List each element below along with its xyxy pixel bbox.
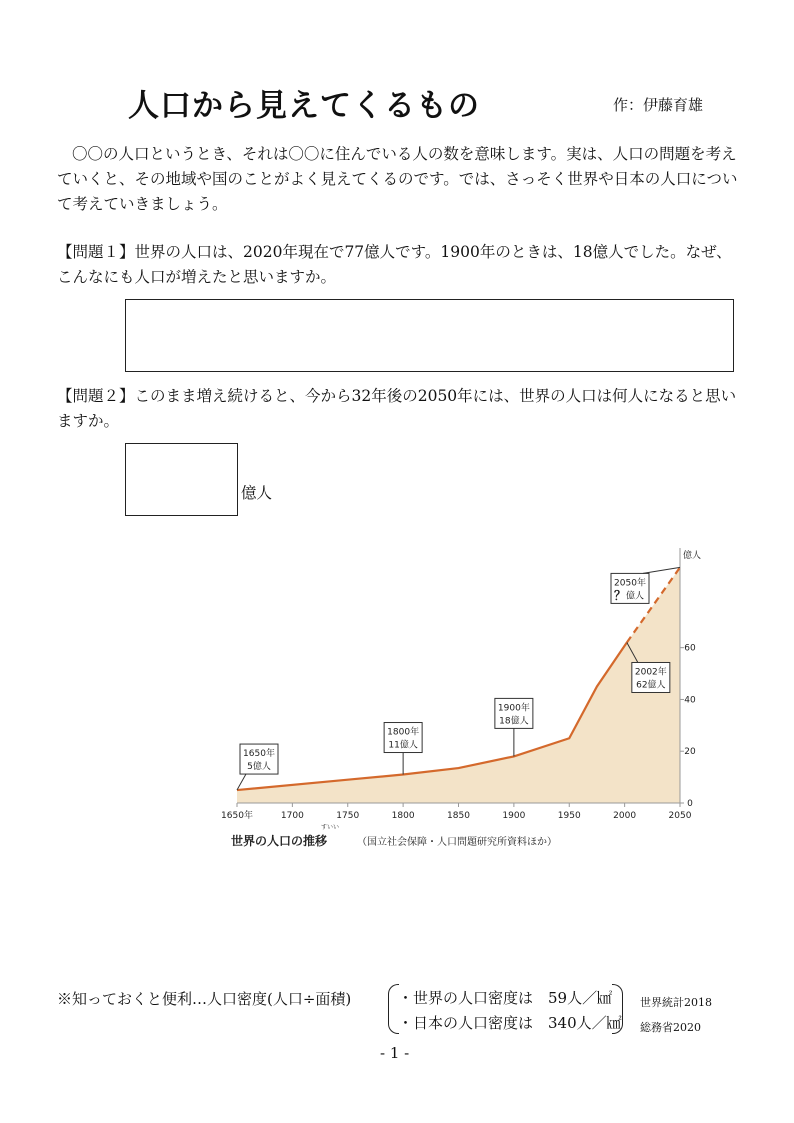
callout-pointer <box>237 774 246 790</box>
y-unit-label: 億人 <box>682 551 702 561</box>
callout-year: 1650年 <box>243 749 275 760</box>
answer-box-1[interactable] <box>125 299 734 372</box>
callout-pointer <box>643 567 680 573</box>
bracket-right <box>612 984 623 1034</box>
x-tick-label: 2050 <box>668 811 692 821</box>
density-list <box>398 986 622 1036</box>
callout-value: 11億人 <box>388 740 418 751</box>
density-note: ※知っておくと便利…人口密度(人口÷面積) <box>57 990 352 1008</box>
page-number: - 1 - <box>380 1044 410 1062</box>
callout-value: 62億人 <box>636 680 666 691</box>
question-1: 【問題１】世界の人口は、2020年現在で77億人です。1900年のときは、18億人でした。なぜ、こんなにも人口が増えたと思いますか。 <box>57 243 732 286</box>
world-density: ・世界の人口密度は 59人／㎢ <box>398 989 613 1007</box>
page-title: 人口から見えてくるもの <box>128 88 480 124</box>
callout-year: 2050年 <box>614 578 646 589</box>
chart-title: 世界の人口の推移 <box>231 834 328 848</box>
callout-year: 2002年 <box>634 667 667 678</box>
density-sources <box>640 990 712 1040</box>
source-japan: 総務省2020 <box>640 1021 701 1034</box>
intro-paragraph: 〇〇の人口というとき、それは〇〇に住んでいる人の数を意味します。実は、人口の問題を考えていくと、その地域や国のことがよく見えてくるのです。では、さっそく世界や日本の人口について考えていきましょう。 <box>57 145 738 213</box>
x-tick-label: 1650年 <box>221 811 253 821</box>
y-tick-label: 20 <box>684 747 696 758</box>
japan-density: ・日本の人口密度は 340人／㎢ <box>398 1014 622 1032</box>
x-tick-label: 2000 <box>613 811 637 821</box>
y-tick-label: 60 <box>684 643 696 654</box>
source-world: 世界統計2018 <box>640 996 712 1009</box>
x-tick-label: 1950 <box>557 811 581 821</box>
x-tick-label: 1900 <box>502 811 526 821</box>
chart-source: （国立社会保障・人口問題研究所資料ほか） <box>357 837 557 848</box>
y-tick-label: 40 <box>684 695 696 706</box>
y-tick-label: 0 <box>687 799 693 809</box>
x-tick-label: 1750 <box>336 811 360 821</box>
x-tick-label: 1700 <box>280 811 304 821</box>
callout-value: 5億人 <box>247 762 271 773</box>
question-2: 【問題２】このまま増え続けると、今から32年後の2050年には、世界の人口は何人になると思いますか。 <box>57 387 737 430</box>
x-tick-label: 1800 <box>391 811 415 821</box>
callout-year: 1900年 <box>497 703 530 714</box>
callout-value: 18億人 <box>499 716 529 727</box>
answer-unit: 億人 <box>241 484 273 502</box>
callout-year: 1800年 <box>387 727 420 738</box>
author: 作：伊藤育雄 <box>613 96 704 114</box>
answer-box-2[interactable] <box>125 443 238 516</box>
chart-title-ruby: すいい <box>320 824 340 831</box>
callout-question-mark: ？ <box>613 588 627 603</box>
callout-value: 億人 <box>625 591 645 602</box>
population-chart <box>221 540 715 860</box>
x-tick-label: 1850 <box>447 811 470 821</box>
